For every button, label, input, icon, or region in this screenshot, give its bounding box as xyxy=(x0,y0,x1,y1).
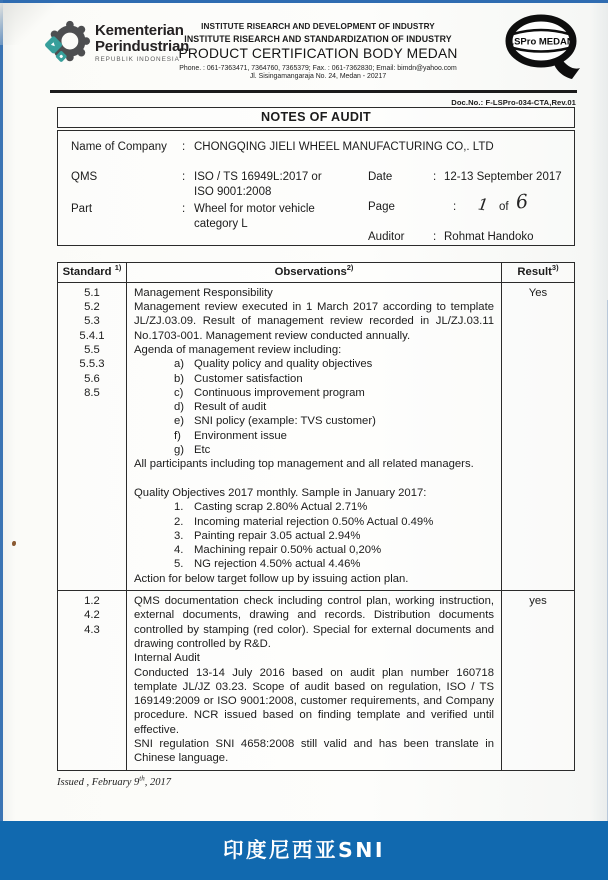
ministry-subtitle: REPUBLIK INDONESIA xyxy=(95,56,180,63)
observation-paragraph: Management review executed in 1 March 2017 according to template JL/ZJ.03.09. Result of management review recorded in JL/ZJ.03.11 No.1703-001. Management review conducted annually. xyxy=(134,301,494,342)
result-value: Yes xyxy=(528,286,548,299)
auditor-label: Auditor xyxy=(368,231,405,243)
observation-list-item xyxy=(134,443,494,457)
observation-paragraph: Quality Objectives 2017 monthly. Sample in January 2017: xyxy=(134,486,427,499)
kementerian-perindustrian-gear-icon xyxy=(43,19,91,67)
page-current-handwritten: 1 xyxy=(476,194,490,215)
list-marker: b) xyxy=(174,372,185,385)
list-marker: g) xyxy=(174,444,185,457)
observation-list-item xyxy=(134,357,494,371)
header-result: Result$^{3)}$ xyxy=(517,263,559,278)
company-colon: : xyxy=(182,141,186,153)
observation-list-item xyxy=(134,515,494,529)
observation-list-item xyxy=(134,400,494,414)
result-value: yes xyxy=(529,595,547,608)
list-item-text: Machining repair 0.50% actual 0,20% xyxy=(194,544,382,557)
observation-list-item xyxy=(134,543,494,557)
page-colon: : xyxy=(453,201,457,213)
observation-paragraph: Internal Audit xyxy=(134,652,200,665)
qms-label: QMS xyxy=(71,171,98,183)
observation-paragraph: All participants including top management and all related managers. xyxy=(134,458,474,471)
standard-number: 5.5.3 xyxy=(79,358,105,371)
date-colon: : xyxy=(433,171,437,183)
auditor-value: Rohmat Handoko xyxy=(444,231,534,243)
result-cell xyxy=(502,283,574,590)
list-marker: 4. xyxy=(174,544,184,557)
standard-number: 5.1 xyxy=(84,286,100,299)
standard-cell xyxy=(58,591,127,770)
ministry-name-line2: Perindustrian xyxy=(95,37,190,55)
list-item-text: Casting scrap 2.80% Actual 2.71% xyxy=(194,501,368,514)
observation-list-item xyxy=(134,529,494,543)
standard-number: 5.3 xyxy=(84,315,100,328)
standard-cell xyxy=(58,283,127,590)
date-value: 12-13 September 2017 xyxy=(444,171,562,183)
lspro-logo-text: LSPro MEDAN xyxy=(508,36,574,48)
issued-date: Issued , February 9th, 2017 xyxy=(57,774,171,788)
qms-value-line1: ISO / TS 16949L:2017 or xyxy=(194,171,322,183)
header-rule xyxy=(50,90,577,93)
standard-number: 5.5 xyxy=(84,343,100,356)
list-marker: a) xyxy=(174,358,185,371)
scan-edge-left xyxy=(0,0,3,822)
observation-paragraph: Management Responsibility xyxy=(134,286,273,299)
list-marker: 5. xyxy=(174,558,184,571)
page-of-word: of xyxy=(499,201,509,213)
letterhead xyxy=(152,22,484,80)
blank-line xyxy=(134,472,494,486)
observation-paragraph: QMS documentation check including control plan, working instruction, external documents, drawing and records. Distribution documents controlled by stamping (red color). Special for external documents and drawing controlled by R&D. xyxy=(134,595,494,650)
qms-value-line2: ISO 9001:2008 xyxy=(194,186,272,198)
observation-list-item xyxy=(134,557,494,571)
list-item-text: Painting repair 3.05 actual 2.94% xyxy=(194,529,361,542)
observation-paragraph: Agenda of management review including: xyxy=(134,343,342,356)
certification-body-name: PRODUCT CERTIFICATION BODY MEDAN xyxy=(178,46,458,61)
observation-paragraph: Conducted 13-14 July 2016 based on audit plan number 160718 template JL/JZ 03.23. Scope of audit based on regulation, ISO / TS 169149:2009 or ISO 9001:2008, customer requirements, and Company procedure. NCR issued based on finding template and verified until effective. xyxy=(134,666,494,736)
list-item-text: Continuous improvement program xyxy=(194,386,365,399)
list-marker: 3. xyxy=(174,529,184,542)
scan-edge-top xyxy=(0,0,608,3)
result-cell xyxy=(502,591,574,770)
part-label: Part xyxy=(71,203,93,215)
standard-number: 1.2 xyxy=(84,595,100,608)
header-standard: Standard $^{1)}$ xyxy=(58,263,127,282)
list-item-text: Customer satisfaction xyxy=(194,372,303,385)
list-marker: d) xyxy=(174,401,185,414)
audit-table-body xyxy=(58,283,574,770)
bottom-banner xyxy=(0,821,608,880)
part-colon: : xyxy=(182,203,186,215)
standard-number: 5.6 xyxy=(84,372,100,385)
list-item-text: Quality policy and quality objectives xyxy=(194,358,373,371)
observation-list-item xyxy=(134,500,494,514)
list-marker: c) xyxy=(174,386,184,399)
institute-line1: INSTITUTE RISEARCH AND DEVELOPMENT OF INDUSTRY xyxy=(201,22,435,31)
observation-list-item xyxy=(134,429,494,443)
list-marker: e) xyxy=(174,415,185,428)
observation-list-item xyxy=(134,414,494,428)
qms-colon: : xyxy=(182,171,186,183)
company-label: Name of Company xyxy=(71,141,167,153)
scan-speck xyxy=(12,541,16,546)
standard-number: 8.5 xyxy=(84,386,100,399)
header-observations: Observations$^{2)}$ xyxy=(127,263,502,282)
list-item-text: Environment issue xyxy=(194,429,287,442)
list-item-text: Etc xyxy=(194,444,211,457)
observations-cell xyxy=(127,283,502,590)
observation-list-item xyxy=(134,386,494,400)
company-value: CHONGQING JIELI WHEEL MANUFACTURING CO,. LTD xyxy=(194,141,494,153)
contact-line: Phone. : 061-7363471, 7364760, 7365379; Fax. : 061-7362830; Email: bimdn@yahoo.com xyxy=(179,65,457,72)
date-label: Date xyxy=(368,171,393,183)
table-row xyxy=(58,591,574,770)
part-value-line1: Wheel for motor vehicle xyxy=(194,203,315,215)
standard-number: 5.4.1 xyxy=(79,329,105,342)
audit-table xyxy=(57,262,575,771)
standard-number: 4.3 xyxy=(84,623,100,636)
observation-paragraph: Action for below target follow up by issuing action plan. xyxy=(134,572,409,585)
standard-number: 5.2 xyxy=(84,301,100,314)
observation-paragraph: SNI regulation SNI 4658:2008 still valid and has been translate in Chinese language. xyxy=(134,738,494,765)
institute-line2: INSTITUTE RISEARCH AND STANDARDIZATION OF INDUSTRY xyxy=(184,34,452,44)
address-line: Jl. Sisingamangaraja No. 24, Medan - 20217 xyxy=(249,73,387,80)
audit-info-box xyxy=(57,130,575,246)
ministry-name-line1: Kementerian xyxy=(95,22,184,39)
table-row xyxy=(58,283,574,591)
doc-number: Doc.No.: F-LSPro-034-CTA,Rev.01 xyxy=(451,98,576,107)
list-marker: 1. xyxy=(174,501,184,514)
lspro-medan-logo xyxy=(499,11,585,81)
list-marker: f) xyxy=(174,429,181,442)
observations-cell xyxy=(127,591,502,770)
banner-text: 印度尼西亚SNI xyxy=(222,838,386,862)
list-marker: 2. xyxy=(174,515,184,528)
list-item-text: Result of audit xyxy=(194,401,267,414)
auditor-colon: : xyxy=(433,231,437,243)
page-title: NOTES OF AUDIT xyxy=(57,107,575,128)
page-total-handwritten: 6 xyxy=(514,190,530,214)
observation-list-item xyxy=(134,372,494,386)
audit-table-header xyxy=(58,263,574,283)
page-label: Page xyxy=(368,201,395,213)
list-item-text: SNI policy (example: TVS customer) xyxy=(194,415,376,428)
list-item-text: Incoming material rejection 0.50% Actual 0.49% xyxy=(194,515,434,528)
part-value-line2: category L xyxy=(194,218,248,230)
list-item-text: NG rejection 4.50% actual 4.46% xyxy=(194,558,361,571)
standard-number: 4.2 xyxy=(84,609,100,622)
